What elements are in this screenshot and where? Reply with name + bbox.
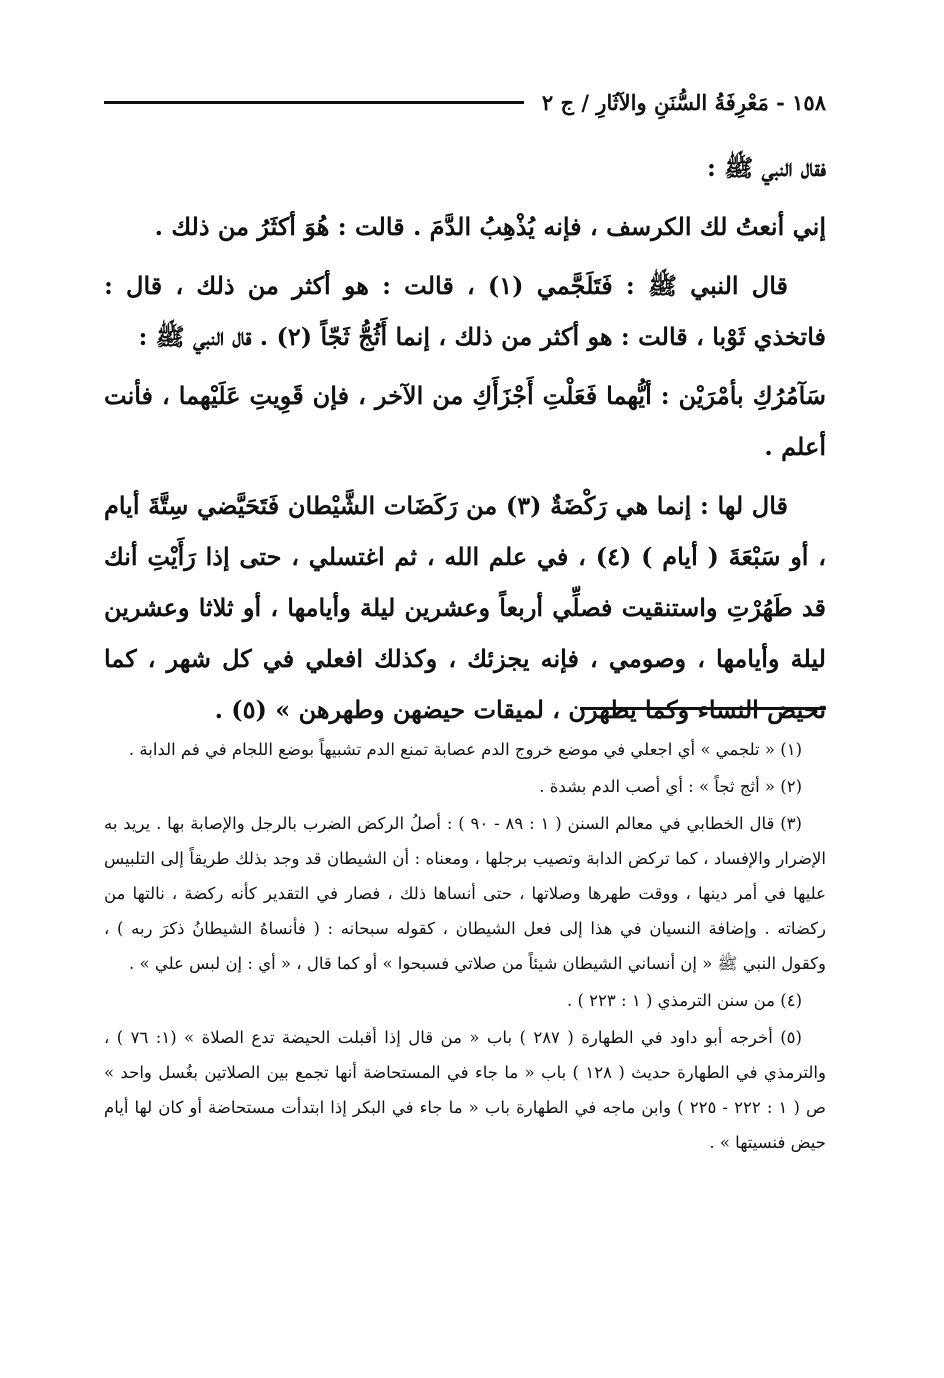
body-paragraph: فقال النبي ﷺ : xyxy=(707,153,826,182)
running-head: ١٥٨ - مَعْرِفَةُ السُّنَنِ والآثَارِ / ج ٢ xyxy=(541,89,826,115)
body-paragraph: قال النبي ﷺ : فَتَلَجَّمي (١) ، قالت : هو أكثر من ذلك ، قال : فاتخذي ثَوْبا ، قالت : هو أكثر من ذلك ، إنما أَثُجُّ ثَجّاً (٢) . قال النبي ﷺ : xyxy=(104,271,826,351)
footnote: (١) « تلجمي » أي اجعلي في موضع خروج الدم عصابة تمنع الدم تشبيهاً بوضع اللجام في فم الدابة . xyxy=(128,740,802,759)
body-paragraph: قال لها : إنما هي رَكْضَةٌ (٣) من رَكَضَات الشَّيْطان فَتَحَيَّضي سِتَّةَ أيام ، أو سَبْعَةَ ( أيام ) (٤) ، في علم الله ، ثم اغتسلي ، حتى إذا رَأَيْتِ أنك قد طَهُرْتِ واستنقيت فصلِّي أربعاً وعشرين ليلة وأيامها ، أو ثلاثا وعشرين ليلة وأيامها ، وصومي ، فإنه يجزئك ، وكذلك افعلي في كل شهر ، كما تحيض النساء وكما يطهرن ، لميقات حيضهن وطهرهن » (٥) . xyxy=(104,491,826,724)
header-rule xyxy=(104,101,524,104)
main-text xyxy=(104,142,826,743)
footnote-separator xyxy=(580,707,826,710)
page-header xyxy=(104,80,826,124)
footnote: (٥) أخرجه أبو داود في الطهارة ( ٢٨٧ ) باب « من قال إذا أقبلت الحيضة تدع الصلاة » (١: ٧٦ ) ، والترمذي في الطهارة حديث ( ١٢٨ ) باب « ما جاء في المستحاضة أنها تجمع بين الصلاتين بغُسل واحد » ص ( ١ : ٢٢٢ - ٢٢٥ ) وابن ماجه في الطهارة باب « ما جاء في البكر إذا ابتدأت مستحاضة أو كان لها أيام حيض فنسيتها » . xyxy=(104,1028,826,1152)
body-paragraph: إني أنعتُ لك الكرسف ، فإنه يُذْهِبُ الدَّمَ . قالت : هُوَ أكثَرُ من ذلك . xyxy=(154,212,826,241)
body-paragraph: سَآمُرُكِ بأمْرَيْن : أيُّهما فَعَلْتِ أَجْزَأَكِ من الآخر ، فإن قَوِيتِ عَلَيْهما ، فأنت أعلم . xyxy=(104,381,826,461)
footnotes xyxy=(104,732,826,1162)
footnote: (٣) قال الخطابي في معالم السنن ( ١ : ٨٩ - ٩٠ ) : أصلُ الركض الضرب بالرجل والإصابة بها . يريد به الإضرار والإفساد ، كما تركض الدابة وتصيب برجلها ، ومعناه : أن الشيطان قد وجد بذلك طريقاً إلى التلبيس عليها في أمر دينها ، ووقت طهرها وصلاتها ، حتى أنساها ذلك ، فصار في التقدير كأنه ركضة ، نالتها من ركضاته . وإضافة النسيان في هذا إلى فعل الشيطان ، كقوله سبحانه : ( فأنساهُ الشيطانُ ذكرَ ربه ) ، وكقول النبي ﷺ « إن أنساني الشيطان شيئاً من صلاتي فسبحوا » أو كما قال ، « أي : إن لبس علي » . xyxy=(104,814,826,973)
footnote: (٢) « أثج ثجاً » : أي أصب الدم بشدة . xyxy=(539,777,802,796)
footnote: (٤) من سنن الترمذي ( ١ : ٢٢٣ ) . xyxy=(567,991,802,1010)
